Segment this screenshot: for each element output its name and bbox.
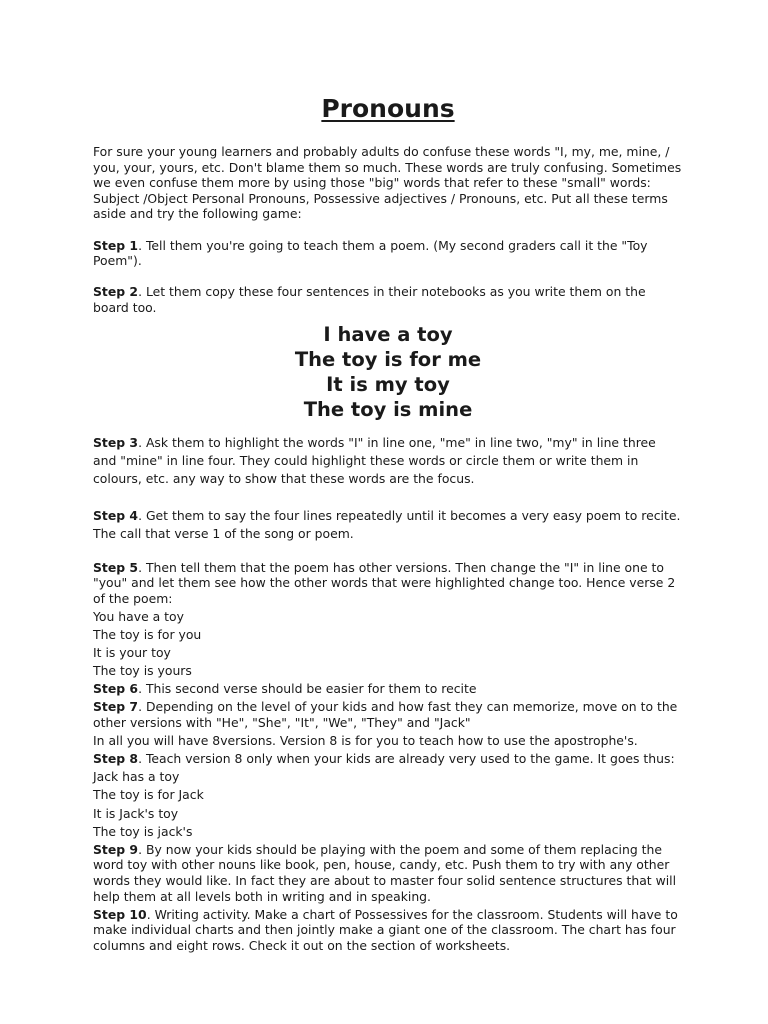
spacer	[93, 488, 683, 507]
step-text: . Ask them to highlight the words "I" in line one, "me" in line two, "my" in line three and "mine" in line four. They could highlight these words or circle them or write them in colours, etc. any way to show that these words are the focus.	[93, 434, 656, 486]
step-label: Step 6	[93, 681, 139, 697]
poem-line: The toy is for me	[294, 347, 482, 371]
spacer	[93, 269, 683, 285]
poem-line: It is my toy	[326, 373, 450, 397]
poem-verse-2-line: You have a toy	[93, 609, 184, 624]
step-3-paragraph	[93, 434, 683, 488]
step-text: . By now your kids should be playing with the poem and some of them replacing the word toy with other nouns like book, pen, house, candy, etc. Push them to try with any other words they would like. In fact they are about to master four solid sentence structures that will help them at all levels both in writing and in speaking.	[93, 841, 677, 904]
step-text: . This second verse should be easier for them to recite	[138, 681, 477, 697]
step-7-paragraph	[93, 699, 683, 730]
step-label: Step 7	[93, 699, 139, 715]
intro-paragraph: For sure your young learners and probably adults do confuse these words "I, my, me, mine, / you, your, yours, etc. Don't blame them so much. These words are truly confusing. Sometimes we even confuse them more by using those "big" words that refer to these "small" words: Subject /Object Personal Pronouns, Possessive adjectives / Pronouns, etc. Put all these terms aside and try the following game:	[93, 144, 682, 222]
poem-verse-1	[93, 322, 683, 423]
step-label: Step 2	[93, 284, 139, 300]
spacer	[93, 543, 683, 560]
step-2-paragraph	[93, 284, 683, 315]
poem-verse-8-line: The toy is for Jack	[93, 787, 204, 803]
poem-verse-8-line: The toy is jack's	[93, 823, 193, 839]
step-label: Step 4	[93, 507, 139, 523]
step-label: Step 1	[93, 237, 139, 253]
page-title: Pronouns	[321, 94, 455, 123]
step-label: Step 5	[93, 559, 139, 575]
poem-line: The toy is mine	[303, 398, 473, 422]
step-label: Step 8	[93, 751, 139, 767]
step-label: Step 10	[93, 906, 147, 922]
step-text: . Tell them you're going to teach them a poem. (My second graders call it the "Toy Poem").	[93, 237, 648, 269]
step-1-paragraph	[93, 238, 683, 269]
step-text: . Depending on the level of your kids and how fast they can memorize, move on to the other versions with "He", "She", "It", "We", "They" and "Jack"	[93, 699, 678, 731]
step-4-paragraph	[93, 507, 683, 543]
step-6-paragraph	[93, 681, 683, 697]
poem-verse-2-line: The toy is for you	[93, 627, 202, 643]
step-text: . Let them copy these four sentences in their notebooks as you write them on the board too.	[93, 284, 646, 315]
poem-verse-8-line: It is Jack's toy	[93, 805, 179, 821]
spacer	[93, 222, 683, 238]
step-label: Step 3	[93, 434, 139, 450]
step-5-paragraph	[93, 560, 683, 607]
step-label: Step 9	[93, 841, 139, 857]
document-page	[93, 92, 683, 956]
poem-line: I have a toy	[323, 322, 453, 346]
step-text: . Writing activity. Make a chart of Possessives for the classroom. Students will have to make individual charts and then jointly make a giant one of the classroom. The chart has four columns and eight rows. Check it out on the section of worksheets.	[93, 906, 678, 953]
poem-verse-8-line: Jack has a toy	[93, 769, 180, 785]
step-8-paragraph	[93, 751, 683, 767]
step-text: . Teach version 8 only when your kids are already very used to the game. It goes thus:	[138, 751, 675, 767]
step-text: . Get them to say the four lines repeatedly until it becomes a very easy poem to recite. The call that verse 1 of the song or poem.	[93, 507, 681, 541]
step-text: . Then tell them that the poem has other versions. Then change the "I" in line one to "you" and let them see how the other words that were highlighted change too. Hence verse 2 of the poem:	[93, 559, 676, 606]
poem-verse-2-line: It is your toy	[93, 645, 171, 661]
poem-verse-2-line: The toy is yours	[93, 663, 192, 679]
step-9-paragraph	[93, 842, 683, 904]
step-10-paragraph	[93, 907, 683, 954]
steps-5-to-10	[93, 560, 683, 954]
versions-note: In all you will have 8versions. Version 8 is for you to teach how to use the apostrophe's.	[93, 733, 638, 749]
